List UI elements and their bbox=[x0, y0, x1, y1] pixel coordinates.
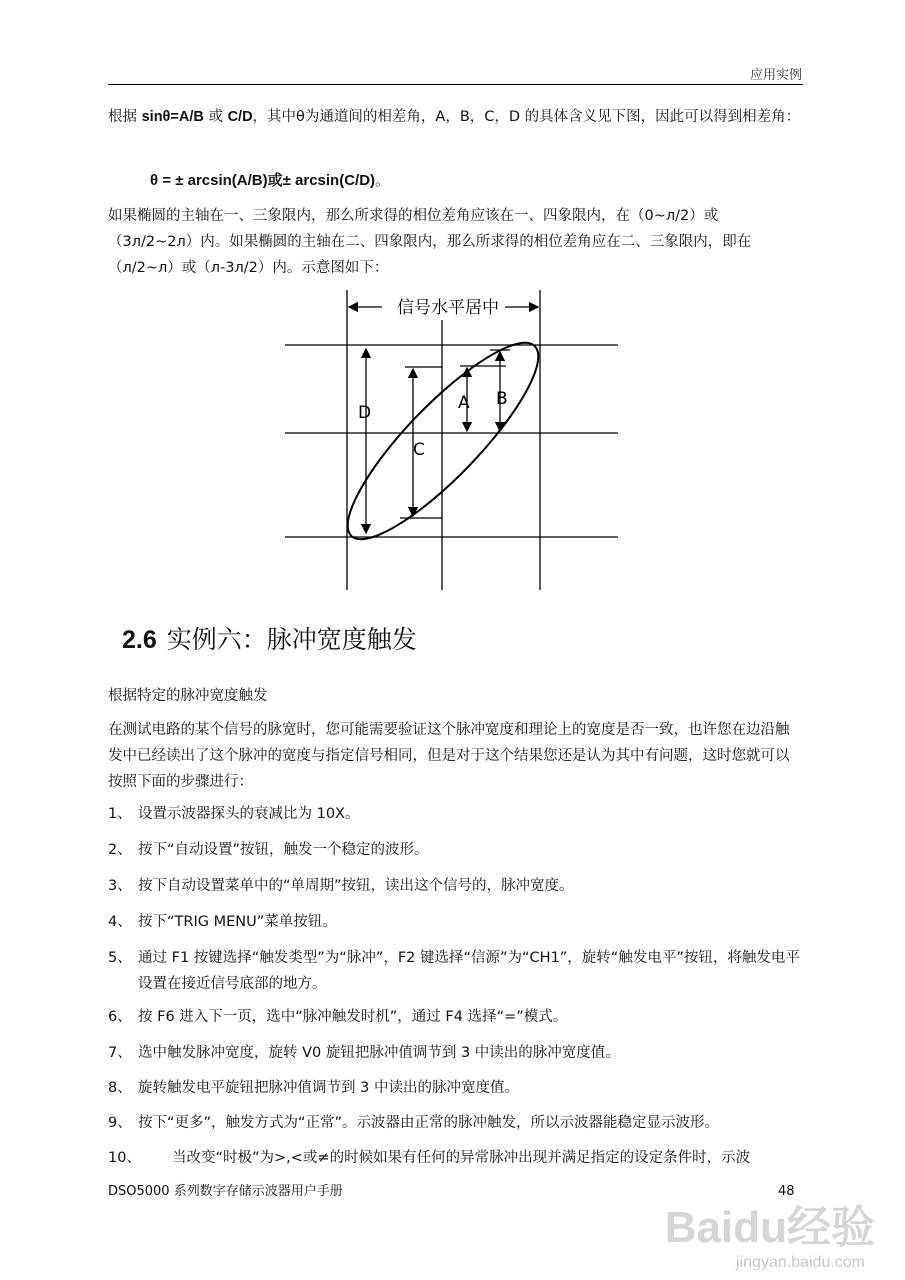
step-number: 8、 bbox=[108, 1080, 132, 1096]
step-item bbox=[108, 801, 808, 827]
step-item bbox=[108, 1040, 808, 1066]
step-item bbox=[108, 1110, 808, 1136]
step-text: 通过 F1 按键选择“触发类型”为“脉冲”，F2 键选择“信源”为“CH1”，旋转“触发电平”按钮，将触发电平设置在接近信号底部的地方。 bbox=[138, 950, 800, 992]
step-item bbox=[108, 873, 808, 899]
label-a: A bbox=[458, 393, 470, 413]
step-item bbox=[108, 945, 808, 997]
step-number: 9、 bbox=[108, 1115, 132, 1131]
text: 或 bbox=[203, 109, 228, 125]
step-number: 4、 bbox=[108, 914, 132, 930]
step-number: 6、 bbox=[108, 1009, 132, 1025]
step-number: 3、 bbox=[108, 878, 132, 894]
baidu-watermark: Baidu经验 bbox=[664, 1203, 875, 1252]
section-heading bbox=[122, 620, 417, 656]
step-text: 选中触发脉冲宽度，旋转 V0 旋钮把脉冲值调节到 3 中读出的脉冲宽度值。 bbox=[138, 1045, 620, 1061]
section-number: 2.6 bbox=[122, 626, 157, 654]
step-item bbox=[108, 837, 808, 863]
step-text: 按下自动设置菜单中的“单周期”按钮，读出这个信号的，脉冲宽度。 bbox=[138, 878, 574, 894]
body-paragraph: 在测试电路的某个信号的脉宽时，您可能需要验证这个脉冲宽度和理论上的宽度是否一致，也许您在边沿触发中已经读出了这个脉冲的宽度与指定信号相同，但是对于这个结果您还是认为其中有问题，这时您就可以按照下面的步骤进行： bbox=[108, 722, 790, 790]
step-number: 10、 bbox=[108, 1150, 141, 1166]
label-d: D bbox=[358, 403, 372, 423]
step-number: 5、 bbox=[108, 950, 132, 966]
step-text: 旋转触发电平旋钮把脉冲值调节到 3 中读出的脉冲宽度值。 bbox=[138, 1080, 519, 1096]
equation: C/D bbox=[227, 109, 253, 125]
page-number: 48 bbox=[778, 1184, 795, 1199]
step-number: 1、 bbox=[108, 806, 132, 822]
quadrant-paragraph: 如果椭圆的主轴在一、三象限内，那么所求得的相位差角应该在一、四象限内，在（0~л/2）或（3л/2~2л）内。如果椭圆的主轴在二、四象限内，那么所求得的相位差角应在二、三象限内，即在（л/2~л）或（л-3л/2）内。示意图如下： bbox=[108, 208, 752, 276]
step-number: 7、 bbox=[108, 1045, 132, 1061]
diagram-top-label: 信号水平居中 bbox=[397, 298, 499, 318]
step-item bbox=[108, 1004, 808, 1030]
step-item bbox=[108, 1145, 750, 1171]
section-title: 实例六：脉冲宽度触发 bbox=[166, 625, 417, 654]
step-number: 2、 bbox=[108, 842, 132, 858]
step-text: 当改变“时极”为>,<或≠的时候如果有任何的异常脉冲出现并满足指定的设定条件时，示波 bbox=[172, 1150, 751, 1166]
formula-text: θ = ± arcsin(A/B)或± arcsin(C/D) bbox=[150, 172, 376, 189]
text: 。 bbox=[375, 171, 391, 189]
step-text: 按下“自动设置”按钮，触发一个稳定的波形。 bbox=[138, 842, 429, 858]
step-text: 按下“TRIG MENU”菜单按钮。 bbox=[138, 914, 337, 930]
footer-title: DSO5000 系列数字存储示波器用户手册 bbox=[108, 1184, 343, 1199]
text: 根据 bbox=[108, 109, 142, 125]
running-header: 应用实例 bbox=[749, 68, 802, 83]
label-b: B bbox=[496, 389, 508, 409]
text: ，其中θ为通道间的相差角，A，B，C，D 的具体含义见下图，因此可以得到相差角： bbox=[252, 109, 801, 125]
lissajous-ellipse bbox=[325, 321, 560, 561]
watermark-url: jingyan.baidu.com bbox=[736, 1254, 865, 1271]
step-item bbox=[108, 1075, 808, 1101]
label-c: C bbox=[413, 440, 425, 460]
step-text: 按 F6 进入下一页，选中“脉冲触发时机”，通过 F4 选择“=”模式。 bbox=[138, 1009, 568, 1025]
step-text: 设置示波器探头的衰减比为 10X。 bbox=[138, 806, 360, 822]
phase-diagram bbox=[0, 0, 905, 620]
step-item bbox=[108, 909, 808, 935]
equation: sinθ=A/B bbox=[141, 109, 204, 125]
step-text: 按下“更多”，触发方式为“正常”。示波器由正常的脉冲触发，所以示波器能稳定显示波形。 bbox=[138, 1115, 720, 1131]
subheading: 根据特定的脉冲宽度触发 bbox=[108, 688, 268, 704]
